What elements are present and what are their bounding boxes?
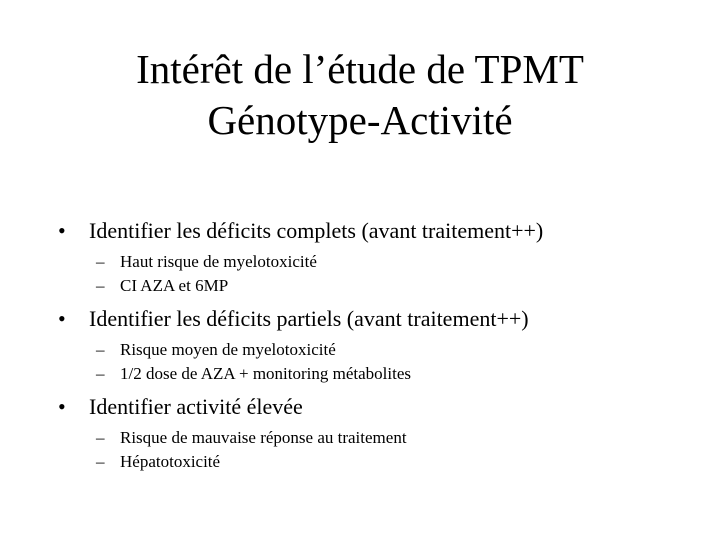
sub-item [58, 426, 708, 450]
sub-text: Risque de mauvaise réponse au traitement [120, 428, 407, 447]
bullet-text: Identifier activité élevée [89, 394, 303, 419]
sub-item [58, 274, 708, 298]
dash-marker: – [96, 428, 105, 447]
bullet-item [58, 392, 708, 422]
bullet-item [58, 216, 708, 246]
title-line-1: Intérêt de l’étude de TPMT [136, 46, 584, 92]
sub-item [58, 250, 708, 274]
bullet-marker: • [58, 306, 66, 331]
sub-text: Hépatotoxicité [120, 452, 221, 471]
sub-text: Risque moyen de myelotoxicité [120, 340, 336, 359]
bullet-text: Identifier les déficits complets (avant traitement++) [89, 218, 544, 243]
sub-list [58, 250, 708, 298]
dash-marker: – [96, 340, 105, 359]
bullet-marker: • [58, 218, 66, 243]
title-line-2: Génotype-Activité [207, 97, 513, 143]
bullet-item [58, 304, 708, 334]
dash-marker: – [96, 364, 105, 383]
sub-item [58, 362, 708, 386]
dash-marker: – [96, 252, 105, 271]
slide-title [0, 44, 720, 146]
bullet-marker: • [58, 394, 66, 419]
sub-text: 1/2 dose de AZA + monitoring métabolites [120, 364, 412, 383]
sub-list [58, 338, 708, 386]
bullet-list [58, 216, 708, 480]
dash-marker: – [96, 452, 105, 471]
dash-marker: – [96, 276, 105, 295]
sub-text: Haut risque de myelotoxicité [120, 252, 317, 271]
sub-text: CI AZA et 6MP [120, 276, 229, 295]
bullet-text: Identifier les déficits partiels (avant traitement++) [89, 306, 529, 331]
sub-item [58, 450, 708, 474]
sub-list [58, 426, 708, 474]
sub-item [58, 338, 708, 362]
